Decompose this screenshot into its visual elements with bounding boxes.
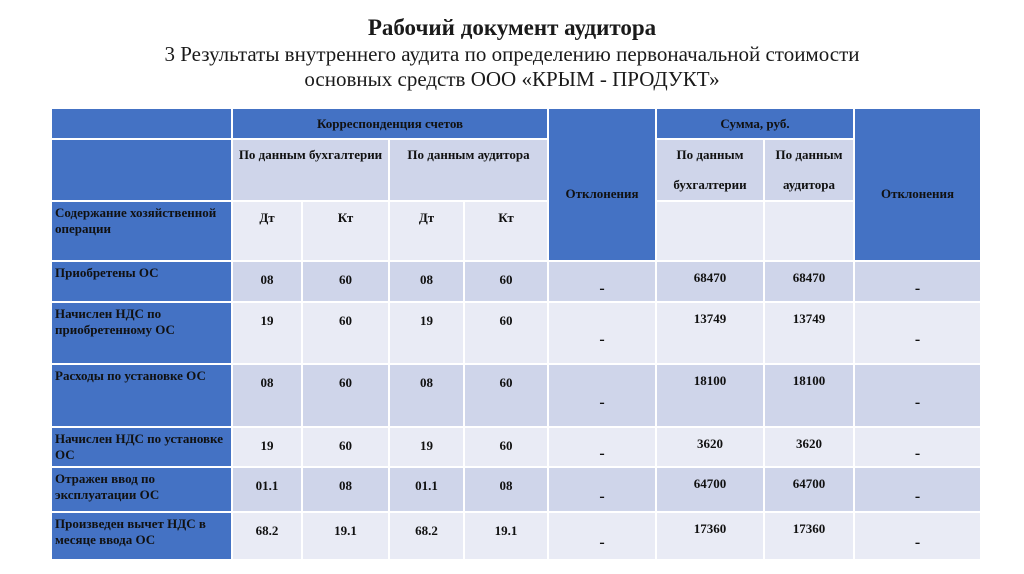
row-operation: Расходы по установке ОС <box>51 364 232 427</box>
table-row <box>51 364 981 427</box>
header-correspondence: Корреспонденция счетов <box>232 108 548 139</box>
row-sum-auditor: 18100 <box>764 364 854 427</box>
header-sum: Сумма, руб. <box>656 108 854 139</box>
row-deviation-1: - <box>548 302 656 364</box>
row-dt-auditor: 19 <box>389 302 464 364</box>
row-kt-accounting: 60 <box>302 302 389 364</box>
row-dt-accounting: 68.2 <box>232 512 302 560</box>
row-dt-auditor: 19 <box>389 427 464 467</box>
document-title <box>0 14 1024 92</box>
header-sum-by-accounting: По данным бухгалтерии <box>656 139 764 201</box>
table-row <box>51 512 981 560</box>
row-deviation-1: - <box>548 512 656 560</box>
row-kt-accounting: 08 <box>302 467 389 512</box>
row-kt-auditor: 60 <box>464 427 548 467</box>
title-main: Рабочий документ аудитора <box>367 15 657 40</box>
row-deviation-2: - <box>854 427 981 467</box>
title-subtitle-line1: 3 Результаты внутреннего аудита по определению первоначальной стоимости <box>164 42 860 66</box>
row-kt-accounting: 60 <box>302 261 389 302</box>
row-sum-auditor: 13749 <box>764 302 854 364</box>
table-row <box>51 427 981 467</box>
row-dt-accounting: 08 <box>232 261 302 302</box>
row-dt-auditor: 01.1 <box>389 467 464 512</box>
header-by-auditor: По данным аудитора <box>389 139 548 201</box>
row-deviation-1: - <box>548 261 656 302</box>
header-sum-by-auditor: По данным аудитора <box>764 139 854 201</box>
row-deviation-2: - <box>854 302 981 364</box>
row-dt-accounting: 08 <box>232 364 302 427</box>
row-deviation-2: - <box>854 467 981 512</box>
row-kt-auditor: 60 <box>464 364 548 427</box>
row-kt-auditor: 60 <box>464 302 548 364</box>
row-dt-accounting: 19 <box>232 302 302 364</box>
header-deviation-1: Отклонения <box>548 108 656 261</box>
row-sum-auditor: 68470 <box>764 261 854 302</box>
title-subtitle-line2: основных средств ООО «КРЫМ - ПРОДУКТ» <box>304 67 720 91</box>
header-by-accounting: По данным бухгалтерии <box>232 139 389 201</box>
row-sum-auditor: 64700 <box>764 467 854 512</box>
table-row <box>51 261 981 302</box>
header-deviation-2: Отклонения <box>854 108 981 261</box>
row-sum-auditor: 3620 <box>764 427 854 467</box>
row-kt-auditor: 08 <box>464 467 548 512</box>
header-kt-accounting: Кт <box>302 201 389 261</box>
row-operation: Приобретены ОС <box>51 261 232 302</box>
header-dt-auditor: Дт <box>389 201 464 261</box>
row-kt-accounting: 60 <box>302 364 389 427</box>
row-deviation-2: - <box>854 261 981 302</box>
row-deviation-1: - <box>548 364 656 427</box>
row-kt-accounting: 60 <box>302 427 389 467</box>
header-empty-cell <box>51 139 232 201</box>
row-kt-auditor: 19.1 <box>464 512 548 560</box>
row-deviation-2: - <box>854 364 981 427</box>
row-sum-accounting: 13749 <box>656 302 764 364</box>
header-dt-accounting: Дт <box>232 201 302 261</box>
row-sum-accounting: 64700 <box>656 467 764 512</box>
row-deviation-1: - <box>548 467 656 512</box>
row-kt-accounting: 19.1 <box>302 512 389 560</box>
row-sum-accounting: 17360 <box>656 512 764 560</box>
row-deviation-2: - <box>854 512 981 560</box>
header-sum-empty-1 <box>656 201 764 261</box>
table-row <box>51 302 981 364</box>
header-sum-empty-2 <box>764 201 854 261</box>
row-operation: Отражен ввод по эксплуатации ОС <box>51 467 232 512</box>
row-dt-auditor: 68.2 <box>389 512 464 560</box>
row-dt-auditor: 08 <box>389 261 464 302</box>
row-dt-auditor: 08 <box>389 364 464 427</box>
row-sum-accounting: 68470 <box>656 261 764 302</box>
row-deviation-1: - <box>548 427 656 467</box>
row-dt-accounting: 01.1 <box>232 467 302 512</box>
row-operation: Начислен НДС по установке ОС <box>51 427 232 467</box>
row-sum-accounting: 3620 <box>656 427 764 467</box>
header-operation: Содержание хозяйственной операции <box>51 201 232 261</box>
header-kt-auditor: Кт <box>464 201 548 261</box>
row-operation: Произведен вычет НДС в месяце ввода ОС <box>51 512 232 560</box>
audit-results-table <box>50 107 982 561</box>
row-dt-accounting: 19 <box>232 427 302 467</box>
table-row <box>51 467 981 512</box>
row-operation: Начислен НДС по приобретенному ОС <box>51 302 232 364</box>
header-corner-cell <box>51 108 232 139</box>
row-kt-auditor: 60 <box>464 261 548 302</box>
row-sum-auditor: 17360 <box>764 512 854 560</box>
row-sum-accounting: 18100 <box>656 364 764 427</box>
